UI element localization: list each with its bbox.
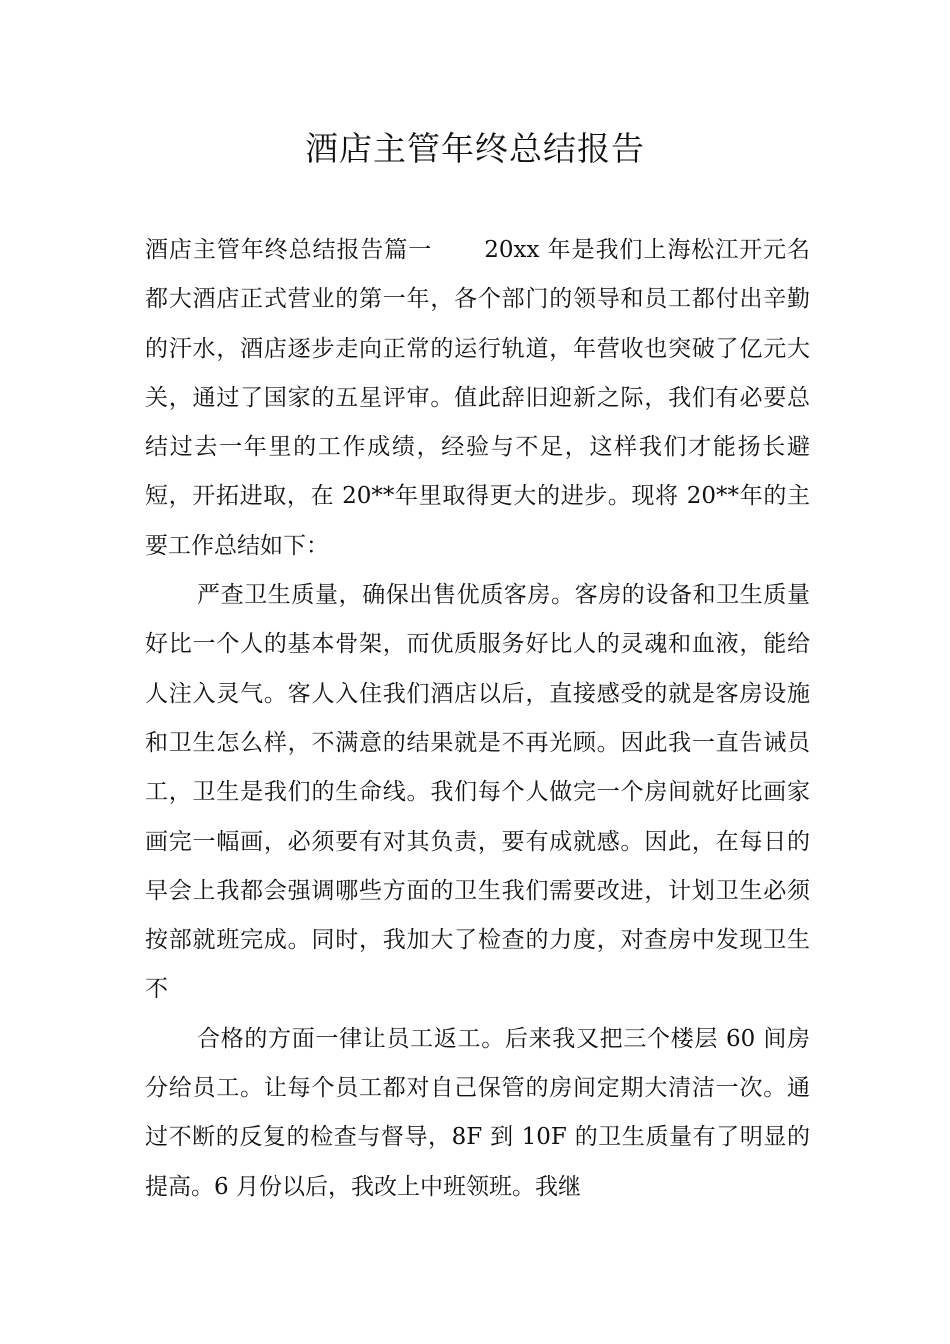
section-heading: 酒店主管年终总结报告篇一 [145, 237, 433, 263]
paragraph-inspection: 合格的方面一律让员工返工。后来我又把三个楼层 60 间房分给员工。让每个员工都对自己保管的房间定期大清洁一次。通过不断的反复的检查与督导，8F 到 10F 的卫生质量有了明显的提高。6 月份以后，我改上中班领班。我继 [145, 1025, 811, 1200]
paragraph-intro [145, 226, 810, 571]
paragraph-hygiene: 严查卫生质量，确保出售优质客房。客房的设备和卫生质量好比一个人的基本骨架，而优质服务好比人的灵魂和血液，能给人注入灵气。客人入住我们酒店以后，直接感受的就是客房设施和卫生怎么样，不满意的结果就是不再光顾。因此我一直告诫员工，卫生是我们的生命线。我们每个人做完一个房间就好比画家画完一幅画，必须要有对其负责，要有成就感。因此，在每日的早会上我都会强调哪些方面的卫生我们需要改进，计划卫生必须按部就班完成。同时，我加大了检查的力度，对查房中发现卫生不 [145, 582, 810, 1003]
paragraph-text: 20xx 年是我们上海松江开元名都大酒店正式营业的第一年，各个部门的领导和员工都付出辛勤的汗水，酒店逐步走向正常的运行轨道，年营收也突破了亿元大关，通过了国家的五星评审。值此辞旧迎新之际，我们有必要总结过去一年里的工作成绩，经验与不足，这样我们才能扬长避短，开拓进取，在 20**年里取得更大的进步。现将 20**年的主要工作总结如下： [145, 237, 810, 559]
document-title: 酒店主管年终总结报告 [305, 129, 645, 168]
document-body [145, 226, 810, 1212]
